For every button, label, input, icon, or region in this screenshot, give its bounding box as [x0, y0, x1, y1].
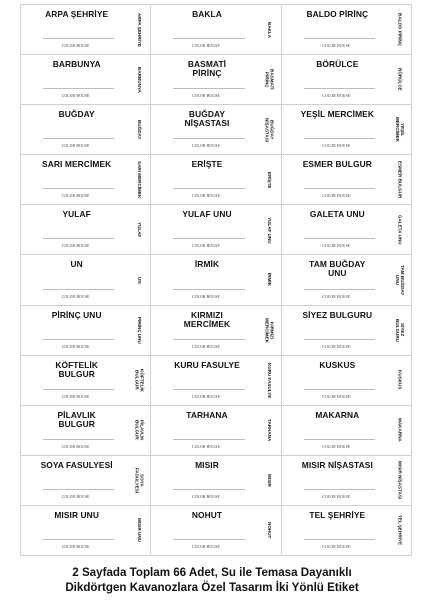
side-label-text: BARBUNYA [136, 66, 142, 93]
label-title: GALETA UNU [309, 209, 365, 220]
label-title: KUSKUS [319, 359, 356, 370]
label-title: ERİŞTE [191, 159, 223, 170]
write-line [173, 389, 244, 390]
side-label [132, 506, 146, 555]
product-caption [0, 566, 424, 595]
brand-text: COLOR HOUSE [322, 144, 351, 149]
brand-text: COLOR HOUSE [61, 494, 90, 499]
side-label-text: MAKARNA [397, 418, 403, 443]
jar-label [151, 456, 281, 506]
brand-text: COLOR HOUSE [322, 394, 351, 399]
label-title: MISIR UNU [54, 509, 99, 520]
brand-text: COLOR HOUSE [61, 44, 90, 49]
side-label [393, 105, 407, 154]
jar-label [282, 205, 412, 255]
jar-label [282, 456, 412, 506]
side-label-text: YULAF UNU [267, 216, 273, 244]
jar-label [151, 255, 281, 305]
write-line [173, 38, 244, 39]
label-title: BUĞDAY NİŞASTASI [184, 109, 230, 129]
side-label [132, 155, 146, 204]
write-line [304, 38, 375, 39]
jar-label [21, 406, 151, 456]
jar-label [151, 105, 281, 155]
side-label [393, 406, 407, 455]
label-title: ARPA ŞEHRİYE [45, 9, 109, 19]
side-label-text: PİLAVLIK BULGUR [134, 419, 145, 441]
brand-text: COLOR HOUSE [192, 44, 220, 49]
jar-label [151, 406, 281, 456]
brand-text: COLOR HOUSE [322, 544, 351, 549]
label-title: BASMATİ PİRİNÇ [187, 59, 227, 79]
side-label-text: ERİŞTE [267, 171, 273, 189]
caption-line-2: Dikdörtgen Kavanozlara Özel Tasarım İki Yönlü Etiket [65, 580, 359, 594]
write-line [43, 289, 114, 290]
write-line [173, 439, 244, 440]
write-line [173, 489, 244, 490]
caption-line-1: 2 Sayfada Toplam 66 Adet, Su ile Temasa Dayanıklı [72, 566, 352, 579]
side-label [263, 5, 277, 54]
side-label [263, 306, 277, 355]
brand-text: COLOR HOUSE [61, 144, 90, 149]
brand-text: COLOR HOUSE [61, 194, 90, 199]
jar-label [151, 506, 281, 556]
label-title: UN [70, 259, 83, 270]
jar-label [282, 356, 412, 406]
jar-label [21, 506, 151, 556]
side-label-text: BUĞDAY [136, 119, 142, 140]
write-line [43, 38, 114, 39]
brand-text: COLOR HOUSE [192, 394, 220, 399]
side-label [132, 205, 146, 254]
side-label-text: YULAF [136, 222, 142, 238]
write-line [43, 489, 114, 490]
label-title: BAKLA [192, 9, 222, 19]
label-title: ESMER BULGUR [302, 159, 372, 170]
write-line [304, 188, 375, 189]
write-line [304, 238, 375, 239]
write-line [304, 539, 375, 540]
write-line [43, 439, 114, 440]
side-label [132, 5, 146, 54]
brand-text: COLOR HOUSE [192, 144, 220, 149]
write-line [304, 489, 375, 490]
jar-label [282, 55, 412, 105]
side-label-text: TEL ŞEHRİYE [397, 515, 403, 546]
jar-label [21, 155, 151, 205]
side-label [132, 55, 146, 104]
jar-label [21, 306, 151, 356]
brand-text: COLOR HOUSE [61, 244, 90, 249]
side-label [263, 456, 277, 505]
write-line [43, 389, 114, 390]
side-label-text: MISIR UNU [136, 518, 142, 543]
side-label [393, 456, 407, 505]
brand-text: COLOR HOUSE [322, 344, 351, 349]
brand-text: COLOR HOUSE [192, 544, 220, 549]
write-line [304, 138, 375, 139]
side-label-text: TAM BUĞDAY UNU [394, 264, 405, 296]
brand-text: COLOR HOUSE [61, 344, 90, 349]
side-label-text: BASMATİ PİRİNÇ [264, 69, 275, 90]
jar-label [21, 205, 151, 255]
side-label [263, 255, 277, 304]
label-title: TARHANA [186, 409, 228, 420]
jar-label [21, 356, 151, 406]
side-label-text: KURU FASULYE [267, 362, 273, 398]
brand-text: COLOR HOUSE [322, 294, 351, 299]
side-label-text: BALDO PİRİNÇ [397, 12, 403, 47]
side-label-text: MISIR NİŞASTASI [397, 461, 403, 500]
jar-label [151, 306, 281, 356]
brand-text: COLOR HOUSE [192, 244, 220, 249]
brand-text: COLOR HOUSE [322, 494, 351, 499]
label-title: PİRİNÇ UNU [51, 309, 102, 320]
side-label-text: KIRMIZI MERCİMEK [264, 317, 275, 343]
brand-text: COLOR HOUSE [192, 344, 220, 349]
side-label-text: BAKLA [267, 21, 273, 38]
brand-text: COLOR HOUSE [61, 394, 90, 399]
label-title: MISIR NİŞASTASI [301, 459, 373, 470]
jar-label [282, 5, 412, 55]
side-label-text: UN [136, 276, 142, 284]
side-label-text: ARPA ŞEHRİYE [136, 12, 142, 47]
side-label [132, 105, 146, 154]
jar-label [21, 456, 151, 506]
brand-text: COLOR HOUSE [61, 444, 90, 449]
side-label-text: TARHANA [267, 419, 273, 442]
side-label [393, 55, 407, 104]
label-title: NOHUT [191, 509, 223, 520]
jar-label [282, 506, 412, 556]
brand-text: COLOR HOUSE [61, 94, 90, 99]
side-label-text: BUĞDAY NİŞASTASI [264, 117, 275, 142]
side-label [132, 255, 146, 304]
side-label [393, 155, 407, 204]
side-label-text: GALETA UNU [397, 215, 403, 245]
brand-text: COLOR HOUSE [61, 294, 90, 299]
jar-label [151, 155, 281, 205]
label-title: BÖRÜLCE [316, 59, 359, 70]
jar-label [21, 105, 151, 155]
label-title: SİYEZ BULGURU [302, 309, 373, 320]
side-label-text: KUSKUS [397, 370, 403, 390]
write-line [173, 88, 244, 89]
side-label-text: YEŞİL MERCİMEK [394, 117, 405, 143]
jar-label [282, 155, 412, 205]
brand-text: COLOR HOUSE [192, 194, 220, 199]
jar-label [151, 5, 281, 55]
side-label [263, 506, 277, 555]
side-label-text: KÖFTELİK BULGUR [134, 368, 145, 392]
brand-text: COLOR HOUSE [61, 544, 90, 549]
label-title: BALDO PİRİNÇ [306, 9, 369, 19]
write-line [43, 138, 114, 139]
label-sheet [20, 4, 412, 556]
jar-label [151, 55, 281, 105]
label-title: YULAF [62, 209, 91, 220]
label-title: YULAF UNU [182, 209, 232, 220]
write-line [304, 289, 375, 290]
write-line [43, 339, 114, 340]
label-title: YEŞİL MERCİMEK [300, 109, 374, 120]
label-title: SARI MERCİMEK [42, 159, 112, 170]
brand-text: COLOR HOUSE [192, 294, 220, 299]
label-title: TEL ŞEHRİYE [309, 509, 366, 520]
write-line [43, 188, 114, 189]
jar-label [282, 255, 412, 305]
label-title: MISIR [195, 459, 219, 470]
label-title: MAKARNA [315, 409, 360, 420]
label-title: BUĞDAY [58, 109, 95, 120]
side-label [393, 5, 407, 54]
side-label [393, 255, 407, 304]
write-line [304, 88, 375, 89]
label-title: SOYA FASULYESİ [40, 459, 113, 470]
label-title: KURU FASULYE [174, 359, 240, 370]
side-label-text: İRMİK [267, 273, 273, 287]
side-label [263, 155, 277, 204]
jar-label [282, 406, 412, 456]
brand-text: COLOR HOUSE [322, 44, 351, 49]
brand-text: COLOR HOUSE [322, 94, 351, 99]
label-title: İRMİK [194, 259, 220, 270]
brand-text: COLOR HOUSE [192, 444, 220, 449]
side-label [263, 205, 277, 254]
side-label-text: NOHUT [267, 522, 273, 539]
jar-label [21, 5, 151, 55]
side-label [393, 356, 407, 405]
label-title: KIRMIZI MERCİMEK [183, 309, 231, 329]
side-label-text: SARI MERCİMEK [136, 161, 142, 199]
label-title: PİLAVLIK BULGUR [57, 409, 96, 429]
write-line [173, 339, 244, 340]
side-label [263, 105, 277, 154]
side-label [263, 55, 277, 104]
write-line [173, 289, 244, 290]
jar-label [151, 356, 281, 406]
brand-text: COLOR HOUSE [192, 94, 220, 99]
brand-text: COLOR HOUSE [322, 244, 351, 249]
jar-label [21, 255, 151, 305]
write-line [304, 339, 375, 340]
side-label [132, 306, 146, 355]
side-label [263, 406, 277, 455]
brand-text: COLOR HOUSE [322, 444, 351, 449]
write-line [173, 238, 244, 239]
label-title: KÖFTELİK BULGUR [55, 359, 98, 379]
side-label-text: MISIR [267, 473, 273, 487]
write-line [173, 539, 244, 540]
write-line [173, 138, 244, 139]
side-label [263, 356, 277, 405]
side-label-text: SOYA FASULYESİ [134, 467, 145, 493]
side-label [132, 406, 146, 455]
side-label [393, 506, 407, 555]
jar-label [21, 55, 151, 105]
write-line [43, 238, 114, 239]
side-label [132, 356, 146, 405]
label-title: TAM BUĞDAY UNU [309, 259, 366, 279]
side-label-text: SİYEZ BULGURU [394, 318, 405, 342]
side-label [132, 456, 146, 505]
brand-text: COLOR HOUSE [322, 194, 351, 199]
jar-label [151, 205, 281, 255]
side-label [393, 306, 407, 355]
brand-text: COLOR HOUSE [192, 494, 220, 499]
side-label-text: PİRİNÇ UNU [136, 316, 142, 344]
jar-label [282, 105, 412, 155]
write-line [304, 439, 375, 440]
side-label-text: ESMER BULGUR [397, 161, 403, 199]
jar-label [282, 306, 412, 356]
write-line [173, 188, 244, 189]
write-line [43, 539, 114, 540]
write-line [304, 389, 375, 390]
label-title: BARBUNYA [52, 59, 101, 70]
side-label-text: BÖRÜLCE [397, 68, 403, 91]
write-line [43, 88, 114, 89]
side-label [393, 205, 407, 254]
